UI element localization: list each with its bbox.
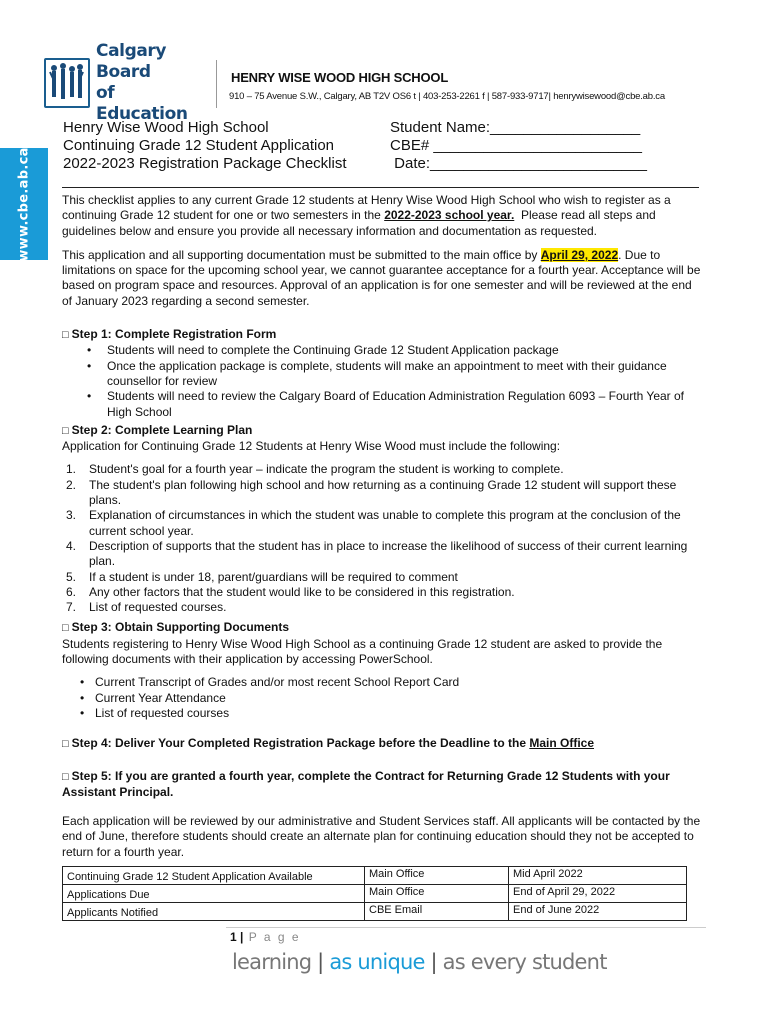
list-item: 2. The student's plan following high school and how returning as a continuing Grade 12 student will support these plans. [66,477,677,508]
step-3-heading [62,620,702,636]
step-5-title: Step 5: If you are granted a fourth year, complete the Contract for Returning Grade 12 Students with your Assistant Principal. [62,768,670,799]
list-item: 7. List of requested courses. [66,600,227,615]
step-4-heading [62,736,702,752]
tagline-separator: | [430,950,437,974]
step-3-intro: Students registering to Henry Wise Wood High School as a continuing Grade 12 student are asked to provide the following documents with their application by accessing PowerSchool. [62,636,663,667]
table-cell: Main Office [365,867,509,885]
list-item-text: Explanation of circumstances in which the student was unable to complete this program at the conclusion of the current school year. [89,508,681,538]
title-line-3: 2022-2023 Registration Package Checklist [63,155,347,172]
schedule-table [62,866,687,921]
list-item-text: Description of supports that the student has in place to increase the likelihood of success of their current learning plan. [89,538,688,569]
date-field[interactable]: Date:__________________________ [390,155,647,172]
list-item: 1. Student's goal for a fourth year – indicate the program the student is working to complete. [66,462,564,477]
table-cell: End of April 29, 2022 [509,885,687,903]
table-cell: Applicants Notified [63,903,365,921]
tagline-part: as every student [436,950,607,974]
checkbox-icon[interactable]: □ [62,329,69,342]
step-2-list [64,462,702,615]
website-url: www.cbe.ab.ca [16,146,32,262]
people-silhouette-icon [44,58,90,108]
student-name-field[interactable]: Student Name:__________________ [390,119,641,136]
list-item-text: List of requested courses. [89,600,227,615]
list-item: • Students will need to complete the Continuing Grade 12 Student Application package [82,343,702,358]
step-2-intro: Application for Continuing Grade 12 Students at Henry Wise Wood must include the following: [62,439,561,454]
table-cell: Applications Due [63,885,365,903]
list-item: 4. Description of supports that the student has in place to increase the likelihood of success of their current learning plan. [66,538,688,569]
list-item: • Current Year Attendance [70,691,702,706]
logo-line-1: Calgary Board [96,41,167,82]
tagline-part: learning [232,950,318,974]
step-2-heading [62,423,702,439]
page-number-value: 1 [230,930,237,944]
header-divider [216,60,217,108]
checkbox-icon[interactable]: □ [62,622,69,635]
footer-tagline [232,950,607,974]
table-cell: Continuing Grade 12 Student Application Available [63,867,365,885]
table-cell: Main Office [365,885,509,903]
step-4-title: Step 4: Deliver Your Completed Registration Package before the Deadline to the [71,736,530,751]
list-item: • Once the application package is complete, students will make an appointment to meet with their guidance counsellor for review [82,359,702,390]
cbe-number-field[interactable]: CBE# _________________________ [390,137,642,154]
website-sidebar-band [0,148,48,260]
list-item: • Students will need to review the Calgary Board of Education Administration Regulation 6093 – Fourth Year of High School [82,389,702,420]
intro-paragraph-1 [62,193,702,239]
title-line-2: Continuing Grade 12 Student Application [63,137,335,154]
table-cell: End of June 2022 [509,903,687,921]
document-title [63,119,347,173]
step-3-title: Step 3: Obtain Supporting Documents [71,620,289,635]
page-number [230,930,301,944]
page-separator: | [240,930,244,944]
main-office-emphasis: Main Office [529,736,595,751]
list-item: 5. If a student is under 18, parent/guardians will be required to comment [66,569,458,584]
tagline-separator: | [317,950,324,974]
school-address: 910 – 75 Avenue S.W., Calgary, AB T2V OS6 t | 403-253-2261 f | 587-933-9717| henrywisewood@cbe.ab.ca [229,91,665,102]
title-line-1: Henry Wise Wood High School [63,119,269,136]
step-3-list [70,675,702,721]
cbe-logo [44,41,206,124]
intro-text: Please read all steps and guidelines below and ensure you provide all necessary information and documentation as requested. [62,208,660,238]
list-item: 3. Explanation of circumstances in which the student was unable to complete this program at the conclusion of the current school year. [66,508,681,538]
table-row [63,885,687,903]
footer-rule [226,927,706,928]
list-item: • List of requested courses [70,706,702,721]
table-row [63,867,687,885]
closing-paragraph: Each application will be reviewed by our administrative and Student Services staff. All applicants will be contacted by the end of June, therefore students should create an alternate plan for continuing education should they not be accepted to return for a fourth year. [62,814,701,859]
step-2-title: Step 2: Complete Learning Plan [71,422,253,437]
page-word: P a g e [243,930,301,944]
title-rule [62,187,699,188]
step-1-title: Step 1: Complete Registration Form [71,327,277,342]
logo-wordmark [96,41,206,125]
list-item-text: The student's plan following high school and how returning as a continuing Grade 12 student will support these plans. [89,477,677,508]
school-year-emphasis: 2022-2023 school year. [384,208,515,223]
student-info-fields [390,119,647,173]
list-item-text: If a student is under 18, parent/guardians will be required to comment [89,569,458,584]
intro-paragraph-2 [62,248,702,309]
step-1-heading [62,327,702,343]
school-name: HENRY WISE WOOD HIGH SCHOOL [231,70,449,85]
table-cell: Mid April 2022 [509,867,687,885]
list-item: 6. Any other factors that the student would like to be considered in this registration. [66,584,515,599]
table-cell: CBE Email [365,903,509,921]
document-body [62,193,702,860]
deadline-text: This application and all supporting documentation must be submitted to the main office by [62,247,541,262]
step-5-heading [62,769,702,801]
list-item-text: Any other factors that the student would like to be considered in this registration. [89,584,515,599]
checkbox-icon[interactable]: □ [62,424,69,437]
tagline-highlight: as unique [323,950,431,974]
table-row [63,903,687,921]
intro-text: This checklist applies to any current Grade 12 students at Henry Wise Wood High School who wish to register as a continuing Grade 12 student for one or two semesters in the [62,193,671,223]
list-item-text: Student's goal for a fourth year – indicate the program the student is working to complete. [89,462,564,477]
deadline-text: . Due to limitations on space for the upcoming school year, we cannot guarantee acceptance for a fourth year. Acceptance will be based on program space and resources. Approval of an application is for one semester and will be reviewed at the end of January 2023 regarding a second semester. [62,247,701,308]
deadline-date-highlight: April 29, 2022 [540,247,619,262]
list-item: • Current Transcript of Grades and/or most recent School Report Card [70,675,702,690]
step-1-list [82,343,702,419]
logo-line-2: of Education [96,83,188,124]
checkbox-icon[interactable]: □ [62,738,69,751]
checkbox-icon[interactable]: □ [62,770,69,783]
